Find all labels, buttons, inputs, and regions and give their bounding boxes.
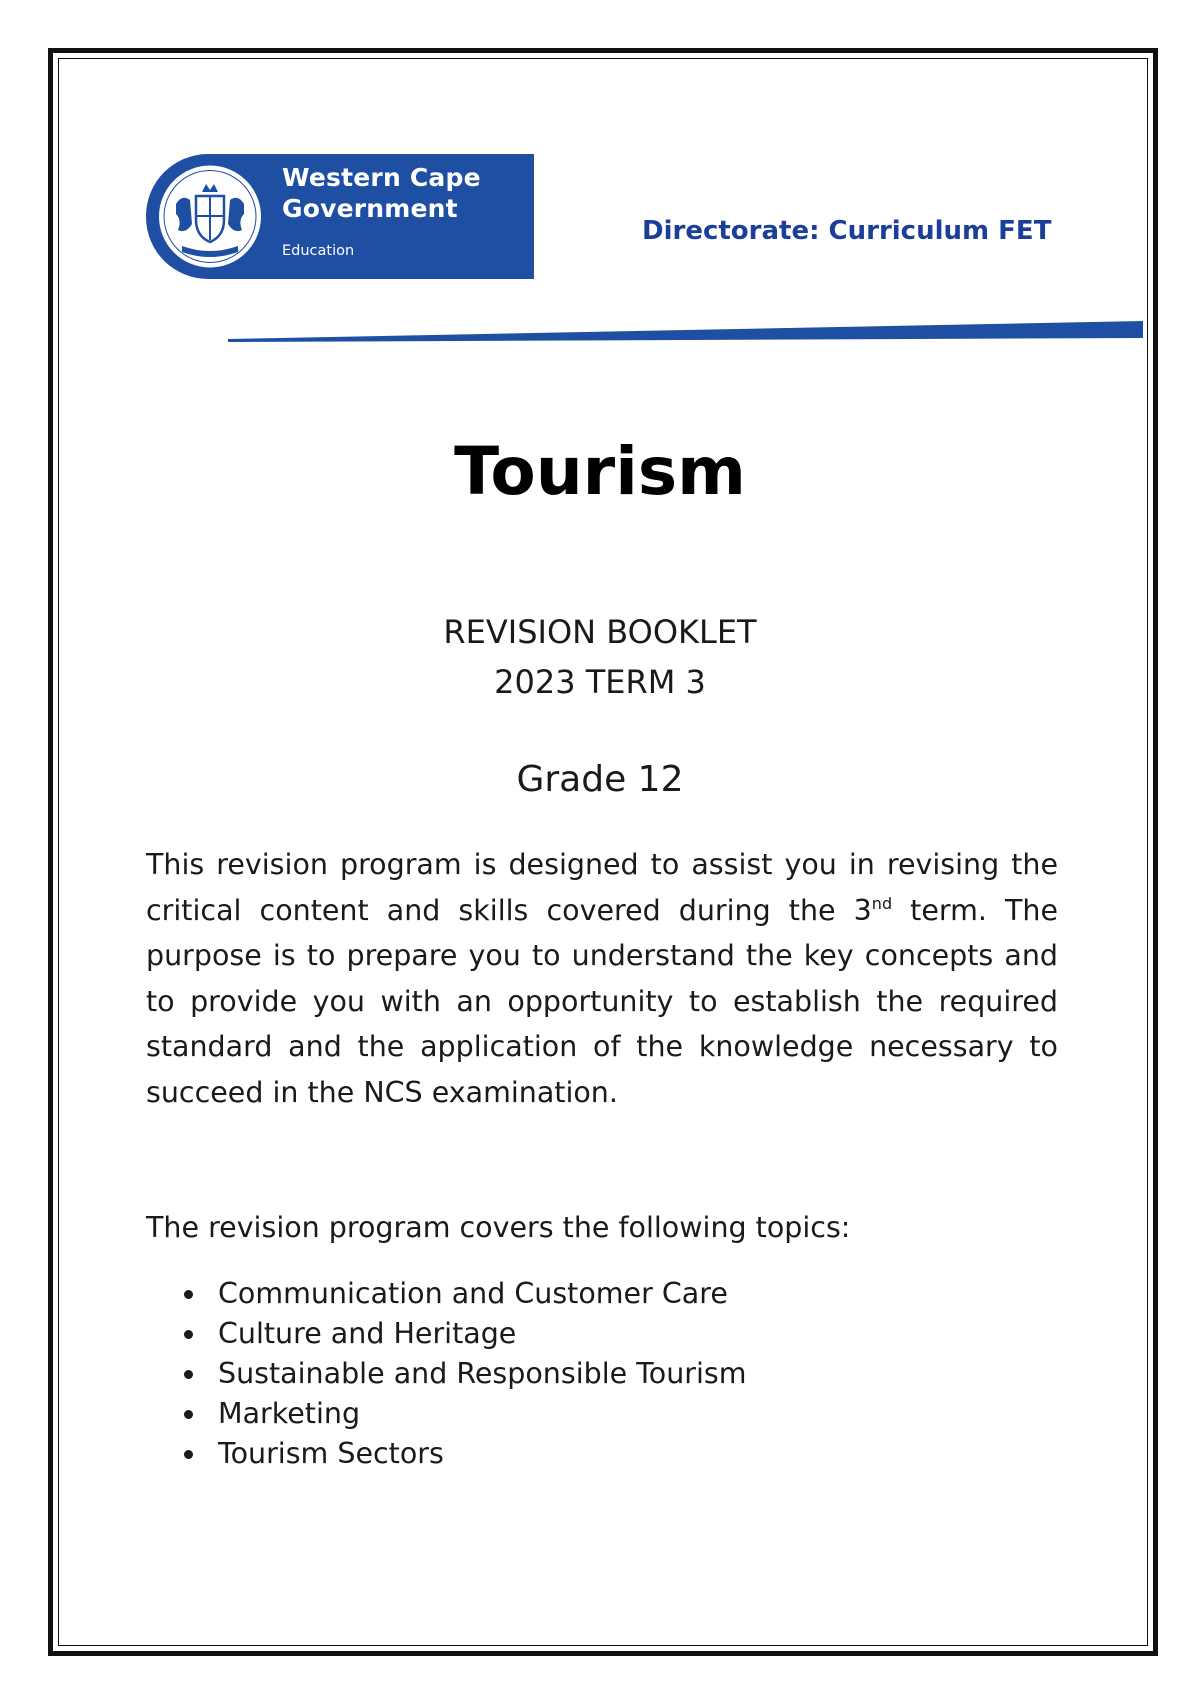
- topic-label: Culture and Heritage: [218, 1317, 517, 1350]
- topic-label: Sustainable and Responsible Tourism: [218, 1357, 747, 1390]
- logo-line-1: Western Cape: [282, 163, 481, 192]
- topics-list: [146, 1274, 747, 1474]
- logo-text: [282, 162, 481, 260]
- bullet-icon: [184, 1290, 193, 1299]
- topic-label: Communication and Customer Care: [218, 1277, 728, 1310]
- page-title: Tourism: [454, 433, 746, 510]
- bullet-icon: [184, 1330, 193, 1339]
- list-item: [146, 1274, 747, 1314]
- topic-label: Tourism Sectors: [218, 1437, 444, 1470]
- intro-text-start: This revision program is designed to assist you in revising the critical content and skills covered during the 3: [146, 848, 1058, 927]
- bullet-icon: [184, 1450, 193, 1459]
- directorate-label: Directorate: Curriculum FET: [642, 216, 1052, 246]
- topic-label: Marketing: [218, 1397, 361, 1430]
- booklet-term: 2023 TERM 3: [494, 663, 706, 701]
- booklet-grade: Grade 12: [516, 759, 684, 800]
- list-item: [146, 1354, 747, 1394]
- booklet-type: REVISION BOOKLET: [443, 613, 757, 651]
- intro-paragraph: [146, 842, 1058, 1116]
- coat-of-arms-icon: [146, 154, 272, 279]
- list-item: [146, 1434, 747, 1474]
- list-item: [146, 1314, 747, 1354]
- western-cape-government-logo: [146, 154, 534, 279]
- topics-intro: The revision program covers the following topics:: [146, 1211, 851, 1244]
- ordinal-superscript: nd: [871, 893, 893, 913]
- bullet-icon: [184, 1370, 193, 1379]
- intro-text-end: term. The purpose is to prepare you to understand the key concepts and to provide you with an opportunity to establish the required standard and the application of the knowledge necessary to succeed in the NCS examination.: [146, 893, 1059, 1109]
- list-item: [146, 1394, 747, 1434]
- header-divider: [228, 318, 1143, 342]
- logo-line-2: Government: [282, 194, 458, 223]
- bullet-icon: [184, 1410, 193, 1419]
- logo-subtitle: Education: [282, 243, 355, 259]
